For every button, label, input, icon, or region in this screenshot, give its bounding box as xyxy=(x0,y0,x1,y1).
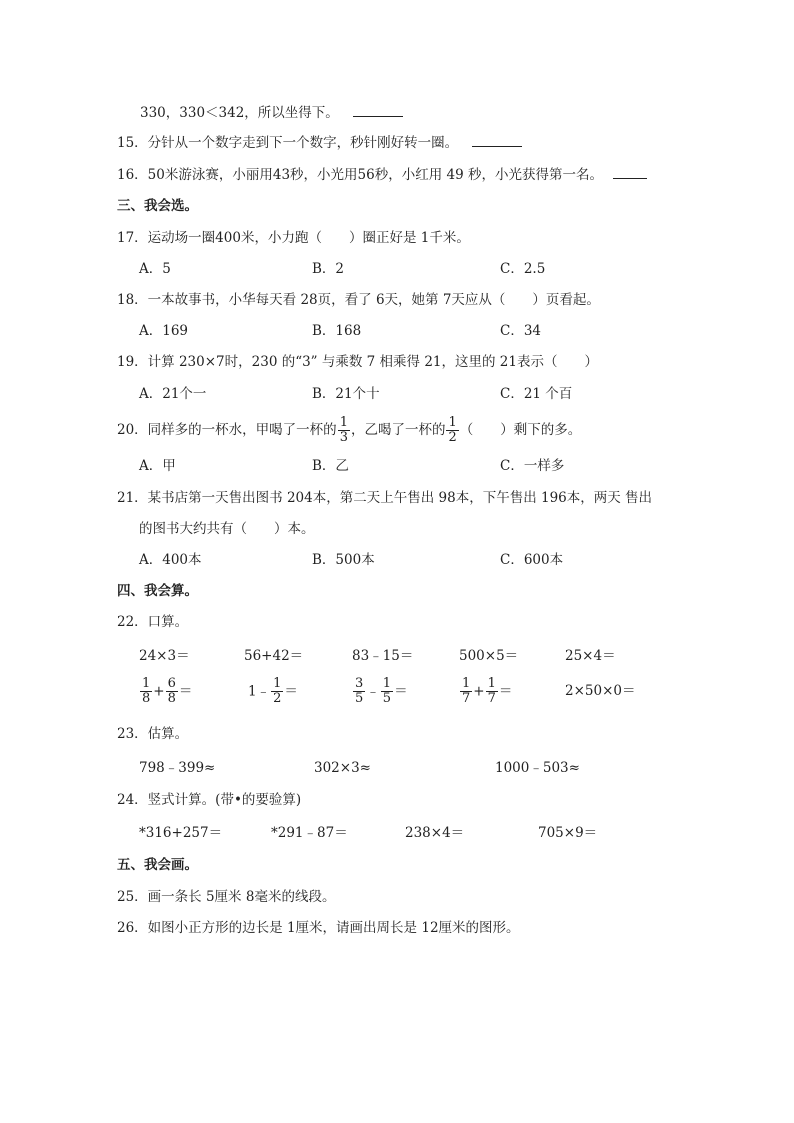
fraction-numerator: 1 xyxy=(273,676,282,691)
q26: 26．如图小正方形的边长是 1厘米，请画出周长是 12厘米的图形。 xyxy=(117,920,520,936)
q17-option-a[interactable]: A．5 xyxy=(139,261,171,277)
estimate-item[interactable]: 798﹣399≈ xyxy=(139,760,216,776)
fraction-numerator: 1 xyxy=(382,676,392,691)
fraction-denominator: 8 xyxy=(142,691,151,706)
mental-calc-item[interactable]: 500×5＝ xyxy=(459,648,519,664)
equals-sign: ＝ xyxy=(498,683,513,700)
fraction-denominator: 2 xyxy=(448,430,457,445)
q20-text-end: （ ）剩下的多。 xyxy=(459,422,582,438)
q21-line-2: 的图书大约共有（ ）本。 xyxy=(139,521,315,537)
q17: 17．运动场一圈400米，小力跑（ ）圈正好是 1千米。 xyxy=(117,230,470,246)
answer-blank-15[interactable] xyxy=(472,134,522,147)
q18: 18．一本故事书，小华每天看 28页，看了 6天，她第 7天应从（ ）页看起。 xyxy=(117,292,600,308)
q14-continuation xyxy=(140,104,403,122)
fraction xyxy=(486,677,498,706)
q19-option-b[interactable]: B．21个十 xyxy=(312,386,380,402)
fraction xyxy=(166,677,178,706)
fraction xyxy=(381,677,393,706)
fraction-calc-item[interactable] xyxy=(139,676,192,707)
fraction-one-half xyxy=(446,416,458,445)
q20-text-start: 20．同样多的一杯水，甲喝了一杯的 xyxy=(117,422,337,438)
fraction-numerator: 1 xyxy=(487,676,496,691)
q18-option-a[interactable]: A．169 xyxy=(139,323,189,339)
fraction-denominator: 5 xyxy=(382,691,392,706)
fraction-denominator: 8 xyxy=(167,691,176,706)
q21-option-c[interactable]: C．600本 xyxy=(500,552,564,568)
equals-sign: ＝ xyxy=(394,683,408,700)
fraction-numerator: 1 xyxy=(142,676,151,691)
mental-calc-item[interactable]: 56+42＝ xyxy=(244,648,304,664)
mental-calc-item[interactable]: 83﹣15＝ xyxy=(352,648,414,664)
q20-option-a[interactable]: A．甲 xyxy=(139,458,176,474)
section-5-heading: 五、我会画。 xyxy=(117,857,198,873)
q17-option-c[interactable]: C．2.5 xyxy=(500,261,546,277)
fraction xyxy=(460,677,472,706)
fraction-denominator: 7 xyxy=(462,691,471,706)
section-3-heading: 三、我会选。 xyxy=(117,198,198,214)
q20-option-b[interactable]: B．乙 xyxy=(312,458,349,474)
fraction-denominator: 2 xyxy=(273,691,282,706)
mental-calc-item[interactable]: 25×4＝ xyxy=(565,648,616,664)
fraction-numerator: 1 xyxy=(448,415,457,430)
mental-calc-item[interactable]: 2×50×0＝ xyxy=(565,683,636,699)
q16 xyxy=(117,166,647,184)
fraction xyxy=(140,677,152,706)
mental-calc-item[interactable]: 24×3＝ xyxy=(139,648,190,664)
fraction-calc-item[interactable] xyxy=(352,676,408,707)
vertical-calc-item[interactable]: 238×4＝ xyxy=(405,825,465,841)
q18-option-b[interactable]: B．168 xyxy=(312,323,362,339)
q18-option-c[interactable]: C．34 xyxy=(500,323,542,339)
q22: 22．口算。 xyxy=(117,614,189,630)
q25: 25．画一条长 5厘米 8毫米的线段。 xyxy=(117,889,336,905)
q19-option-c[interactable]: C．21 个百 xyxy=(500,386,573,402)
fraction xyxy=(353,677,365,706)
equals-sign: ＝ xyxy=(178,683,193,700)
q19: 19．计算 230×7时，230 的“3” 与乘数 7 相乘得 21，这里的 21表示（ ） xyxy=(117,354,598,370)
q17-option-b[interactable]: B．2 xyxy=(312,261,345,277)
q20-text-middle: ，乙喝了一杯的 xyxy=(350,422,446,438)
q15 xyxy=(117,134,522,152)
operator: ﹣ xyxy=(366,683,380,700)
fraction-denominator: 7 xyxy=(487,691,496,706)
q23: 23．估算。 xyxy=(117,726,189,742)
fraction-calc-item[interactable] xyxy=(248,676,298,707)
q19-option-a[interactable]: A．21个一 xyxy=(139,386,207,402)
q24: 24．竖式计算。(带•的要验算) xyxy=(117,792,302,808)
equals-sign: ＝ xyxy=(284,683,298,700)
estimate-item[interactable]: 302×3≈ xyxy=(314,760,371,776)
answer-blank-14[interactable] xyxy=(353,104,403,117)
q20-option-c[interactable]: C．一样多 xyxy=(500,458,565,474)
section-4-heading: 四、我会算。 xyxy=(117,583,198,599)
operator: + xyxy=(153,683,165,700)
fraction-numerator: 6 xyxy=(167,676,176,691)
fraction xyxy=(271,677,283,706)
fraction-numerator: 1 xyxy=(339,415,348,430)
fraction-one-third xyxy=(338,416,350,445)
q14-text: 330，330＜342，所以坐得下。 xyxy=(140,105,339,121)
estimate-item[interactable]: 1000﹣503≈ xyxy=(495,760,580,776)
q21-option-a[interactable]: A．400本 xyxy=(139,552,202,568)
fraction-denominator: 3 xyxy=(339,430,348,445)
q20 xyxy=(117,416,581,445)
vertical-calc-item[interactable]: 705×9＝ xyxy=(538,825,598,841)
q21-option-b[interactable]: B．500本 xyxy=(312,552,375,568)
q15-text: 15．分针从一个数字走到下一个数字，秒针刚好转一圈。 xyxy=(117,135,459,151)
q16-text: 16．50米游泳赛，小丽用43秒，小光用56秒，小红用 49 秒，小光获得第一名。 xyxy=(117,167,603,183)
fraction-numerator: 1 xyxy=(462,676,471,691)
fraction-denominator: 5 xyxy=(355,691,364,706)
fraction-numerator: 3 xyxy=(355,676,364,691)
vertical-calc-item[interactable]: *291﹣87＝ xyxy=(271,825,348,841)
vertical-calc-item[interactable]: *316+257＝ xyxy=(139,825,223,841)
answer-blank-16[interactable] xyxy=(613,166,647,179)
expression-prefix: 1﹣ xyxy=(248,683,271,700)
operator: + xyxy=(473,683,485,700)
q21-line-1: 21．某书店第一天售出图书 204本，第二天上午售出 98本，下午售出 196本，两天 售出 xyxy=(117,490,653,506)
fraction-calc-item[interactable] xyxy=(459,676,512,707)
